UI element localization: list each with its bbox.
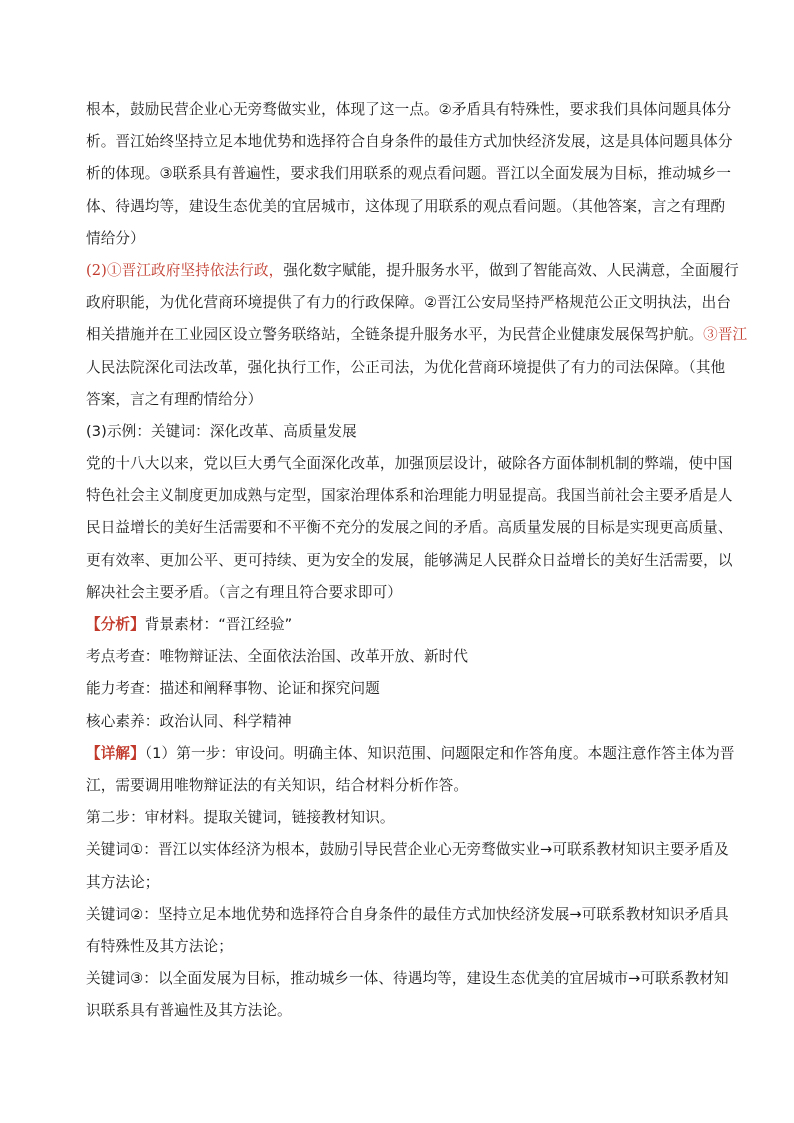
text-span: 强化数字赋能，提升服务水平，做到了智能高效、人民满意，全面履行 xyxy=(283,261,739,279)
text-line: 关键词②：坚持立足本地优势和选择符合自身条件的最佳方式加快经济发展→可联系教材知识矛盾具 xyxy=(86,905,729,923)
text-line: 识联系具有普遍性及其方法论。 xyxy=(86,1002,292,1020)
text-line: 析。晋江始终坚持立足本地优势和选择符合自身条件的最佳方式加快经济发展，这是具体问题具体分 xyxy=(86,133,733,151)
answer-1 xyxy=(86,94,733,255)
document-page xyxy=(86,94,748,1027)
text-line: 江，需要调用唯物辩证法的有关知识，结合材料分析作答。 xyxy=(86,776,469,794)
text-line: 析的体现。③联系具有普遍性，要求我们用联系的观点看问题。晋江以全面发展为目标，推动城乡一 xyxy=(86,165,732,183)
text-span: （1）第一步：审设问。明确主体、知识范围、问题限定和作答角度。本题注意作答主体为晋 xyxy=(144,744,735,762)
text-line: 根本，鼓励民营企业心无旁骛做实业，体现了这一点。②矛盾具有特殊性，要求我们具体问题具体分 xyxy=(86,101,732,118)
text-line xyxy=(86,319,748,351)
text-line: 情给分） xyxy=(86,229,145,247)
analysis-section xyxy=(86,609,710,738)
text-line: 核心素养：政治认同、科学精神 xyxy=(86,712,292,730)
text-line: 答案，言之有理酌情给分） xyxy=(86,390,263,408)
detail-section xyxy=(86,738,735,1028)
text-line: 更有效率、更加公平、更可持续、更为安全的发展，能够满足人民群众日益增长的美好生活需要，以 xyxy=(86,551,733,569)
red-text: ③晋江 xyxy=(703,326,748,344)
text-line: 关键词③：以全面发展为目标，推动城乡一体、待遇均等，建设生态优美的宜居城市→可联系教材知 xyxy=(86,970,729,988)
text-line: 民日益增长的美好生活需要和不平衡不充分的发展之间的矛盾。高质量发展的目标是实现更高质量、 xyxy=(86,519,733,537)
answer-3 xyxy=(86,416,733,609)
text-line: 有特殊性及其方法论； xyxy=(86,937,233,955)
text-line: 关键词①：晋江以实体经济为根本，鼓励引导民营企业心无旁骛做实业→可联系教材知识主要矛盾及 xyxy=(86,841,729,859)
text-span: 相关措施并在工业园区设立警务联络站，全链条提升服务水平，为民营企业健康发展保驾护航。 xyxy=(86,326,704,344)
text-line: 考点考查：唯物辩证法、全面依法治国、改革开放、新时代 xyxy=(86,648,469,666)
text-line: 人民法院深化司法改革，强化执行工作，公正司法，为优化营商环境提供了有力的司法保障。（其他 xyxy=(86,358,726,376)
text-line xyxy=(86,609,710,641)
text-line: 特色社会主义制度更加成熟与定型，国家治理体系和治理能力明显提高。我国当前社会主要矛盾是人 xyxy=(86,487,733,505)
answer-2 xyxy=(86,255,748,416)
text-line: 其方法论； xyxy=(86,873,160,891)
detail-tag: 【详解】 xyxy=(86,744,145,762)
text-line: 政府职能，为优化营商环境提供了有力的行政保障。②晋江公安局坚持严格规范公正文明执法，出台 xyxy=(86,294,732,312)
text-line: 第二步：审材料。提取关键词，链接教材知识。 xyxy=(86,809,395,827)
red-text: (2)①晋江政府坚持依法行政， xyxy=(86,261,284,279)
text-line: 能力考查：描述和阐释事物、论证和探究问题 xyxy=(86,680,380,698)
text-span: 背景素材：“晋江经验” xyxy=(144,616,293,633)
text-line: (3)示例：关键词：深化改革、高质量发展 xyxy=(86,422,357,440)
analysis-tag: 【分析】 xyxy=(86,616,145,633)
text-line xyxy=(86,738,735,770)
text-line: 党的十八大以来，党以巨大勇气全面深化改革，加强顶层设计，破除各方面体制机制的弊端，使中国 xyxy=(86,455,733,473)
text-line: 解决社会主要矛盾。（言之有理且符合要求即可） xyxy=(86,583,402,601)
text-line: 体、待遇均等，建设生态优美的宜居城市，这体现了用联系的观点看问题。（其他答案，言之有理酌 xyxy=(86,197,726,215)
text-line xyxy=(86,255,739,287)
